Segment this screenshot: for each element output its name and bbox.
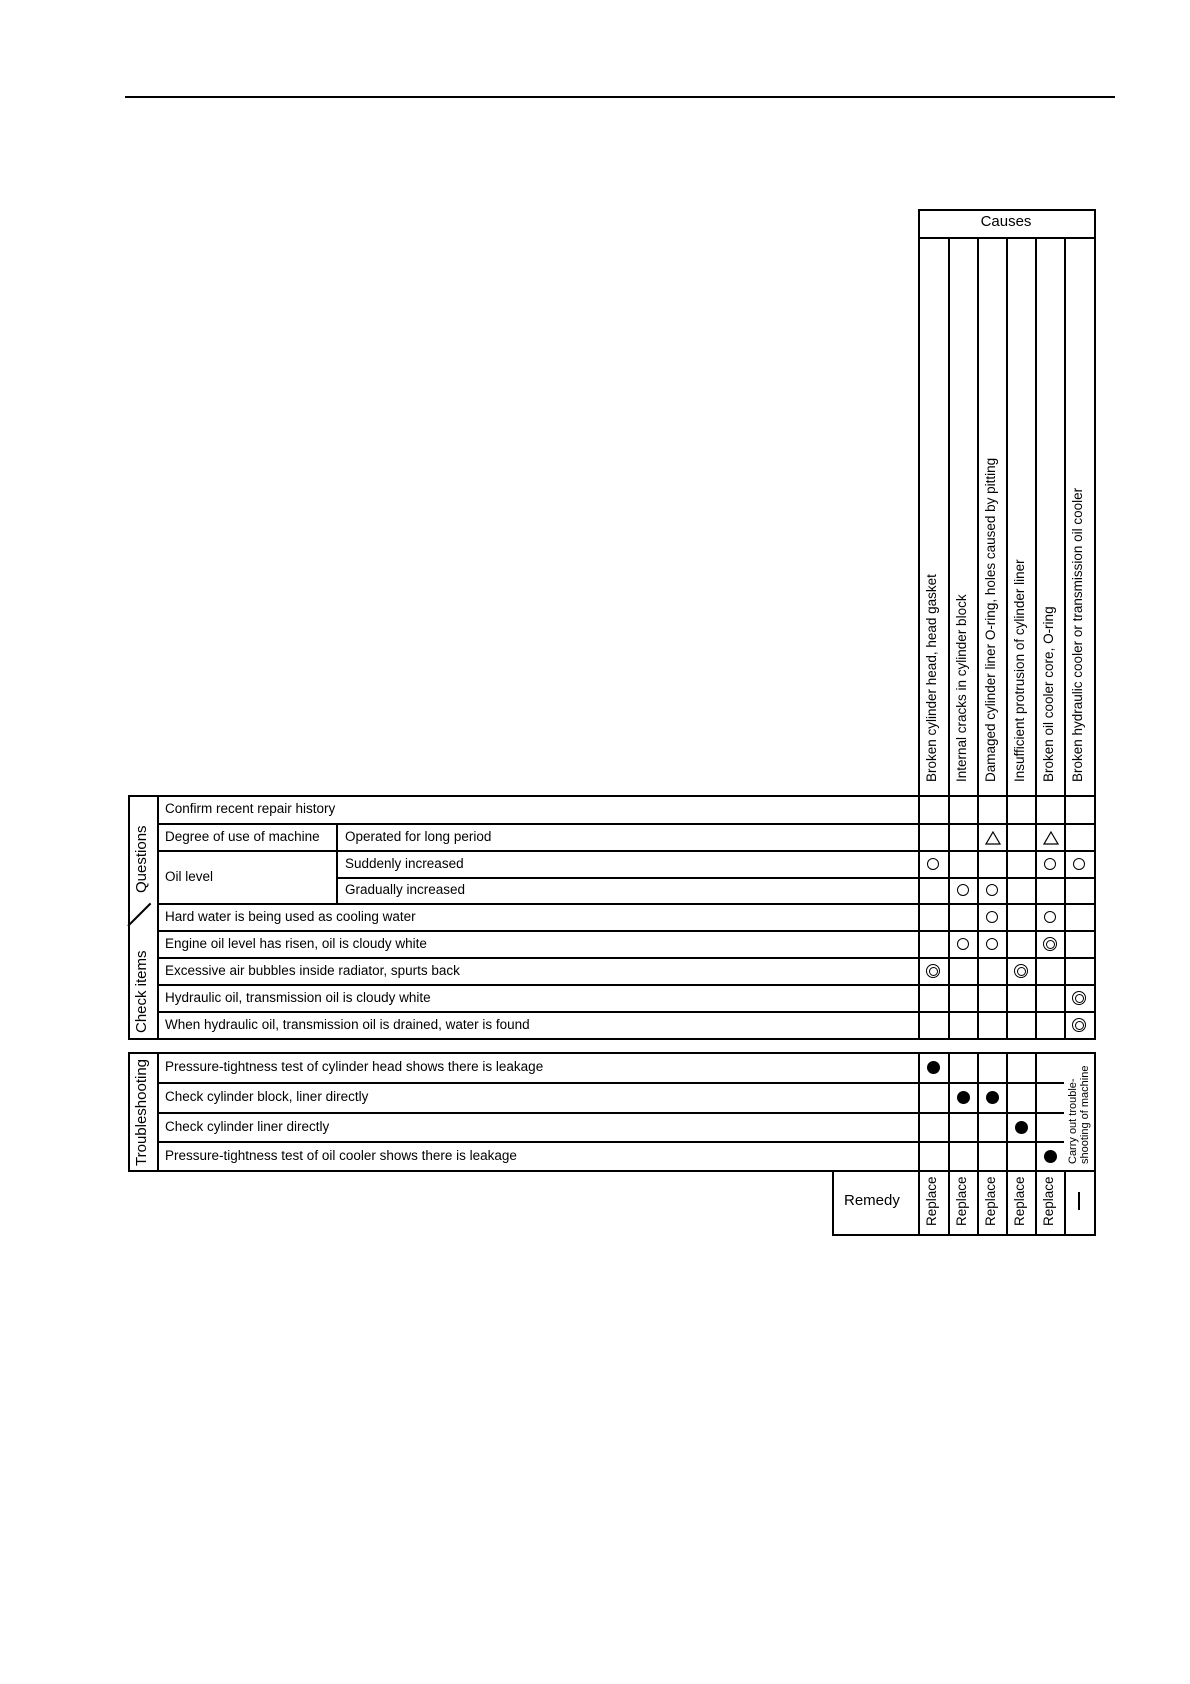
open-mark-symbol [957, 938, 969, 950]
question-item-text: Engine oil level has risen, oil is cloudy white [165, 935, 427, 951]
page-header-rule [125, 96, 1115, 98]
causes-title: Causes [980, 213, 1032, 230]
open-mark-symbol [986, 884, 998, 896]
remedy-value: Replace [1012, 1176, 1027, 1226]
filled-mark-symbol [1015, 1121, 1028, 1134]
troubleshooting-item-text: Pressure-tightness test of oil cooler shows there is leakage [165, 1147, 517, 1163]
question-item-text: Hard water is being used as cooling water [165, 908, 416, 924]
cause-label: Broken hydraulic cooler or transmission oil cooler [1070, 487, 1085, 782]
remedy-column-divider [1064, 1170, 1066, 1234]
row-divider [157, 850, 1094, 852]
trouble-column-divider [1035, 1052, 1037, 1170]
filled-mark-symbol [927, 1061, 940, 1074]
cause-column-divider [1006, 237, 1008, 795]
double-mark-symbol [1072, 991, 1086, 1005]
trouble-column-divider [1006, 1052, 1008, 1170]
cause-column-divider [1064, 237, 1066, 795]
troubleshooting-label-divider [157, 1052, 159, 1170]
troubleshooting-item-text: Pressure-tightness test of cylinder head shows there is leakage [165, 1059, 544, 1074]
filled-mark-symbol [1044, 1150, 1057, 1163]
mark-column-divider [1064, 795, 1066, 1038]
remedy-value: Replace [1041, 1176, 1056, 1226]
question-item-text: When hydraulic oil, transmission oil is drained, water is found [165, 1016, 530, 1032]
remedy-value: Replace [954, 1176, 969, 1226]
cause-label: Insufficient protrusion of cylinder liner [1012, 559, 1027, 782]
remedy-column-divider [1035, 1170, 1037, 1234]
question-sub-item-text: Operated for long period [345, 828, 492, 844]
open-mark-symbol [1044, 911, 1056, 923]
mark-column-divider [977, 795, 979, 1038]
row-divider [157, 984, 1094, 986]
row-divider [157, 823, 1094, 825]
section-label-divider [157, 795, 159, 1038]
mark-column-divider [918, 795, 920, 1038]
trouble-row-divider [157, 1112, 1064, 1114]
open-mark-symbol [927, 858, 939, 870]
trouble-row-divider [157, 1141, 1064, 1143]
cause-column-divider [948, 237, 950, 795]
question-item-text: Confirm recent repair history [165, 801, 336, 816]
filled-mark-symbol [986, 1091, 999, 1104]
question-item-text: Degree of use of machine [165, 828, 320, 844]
open-mark-symbol [986, 938, 998, 950]
cause-label: Broken cylinder head, head gasket [924, 574, 939, 782]
check-items-section-label: Check items [133, 950, 150, 1033]
remedy-label-divider [918, 1170, 920, 1234]
row-divider [157, 957, 1094, 959]
remedy-value: Replace [983, 1176, 998, 1226]
row-divider [336, 877, 1094, 879]
double-mark-symbol [926, 964, 940, 978]
troubleshooting-item-text: Check cylinder liner directly [165, 1118, 330, 1134]
cause-column-divider [977, 237, 979, 795]
trouble-column-divider [948, 1052, 950, 1170]
remedy-value: Replace [924, 1176, 939, 1226]
remedy-column-divider [1006, 1170, 1008, 1234]
double-mark-symbol [1072, 1018, 1086, 1032]
mark-column-divider [1035, 795, 1037, 1038]
remedy-label: Remedy [844, 1192, 900, 1209]
sub-item-divider [336, 823, 338, 903]
remedy-dash [1078, 1192, 1080, 1210]
questions-section-label: Questions [133, 825, 150, 893]
open-mark-symbol [957, 884, 969, 896]
mark-column-divider [1006, 795, 1008, 1038]
remedy-column-divider [977, 1170, 979, 1234]
remedy-column-divider [948, 1170, 950, 1234]
double-mark-symbol [1014, 964, 1028, 978]
question-item-text: Hydraulic oil, transmission oil is cloudy white [165, 989, 431, 1005]
row-divider [157, 903, 1094, 905]
cause-label: Internal cracks in cylinder block [954, 594, 969, 782]
question-item-text: Excessive air bubbles inside radiator, spurts back [165, 962, 460, 978]
row-divider [157, 930, 1094, 932]
row-divider [157, 1011, 1094, 1013]
trouble-column-divider [977, 1052, 979, 1170]
question-item-text: Oil level [165, 868, 214, 884]
mark-column-divider [948, 795, 950, 1038]
open-mark-symbol [1073, 858, 1085, 870]
cause-label: Broken oil cooler core, O-ring [1041, 606, 1056, 782]
cause-column-divider [1035, 237, 1037, 795]
question-sub-item-text: Gradually increased [345, 882, 466, 897]
question-sub-item-text: Suddenly increased [345, 855, 464, 871]
trouble-row-divider [157, 1082, 1064, 1084]
troubleshooting-item-text: Check cylinder block, liner directly [165, 1089, 369, 1104]
open-mark-symbol [1044, 858, 1056, 870]
double-mark-symbol [1043, 937, 1057, 951]
troubleshooting-section-label: Troubleshooting [133, 1058, 150, 1166]
cause-label: Damaged cylinder liner O-ring, holes caused by pitting [983, 457, 998, 782]
trouble-column-divider [918, 1052, 920, 1170]
troubleshooting-note: Carry out trouble- shooting of machine [1067, 1065, 1091, 1164]
filled-mark-symbol [957, 1091, 970, 1104]
open-mark-symbol [986, 911, 998, 923]
